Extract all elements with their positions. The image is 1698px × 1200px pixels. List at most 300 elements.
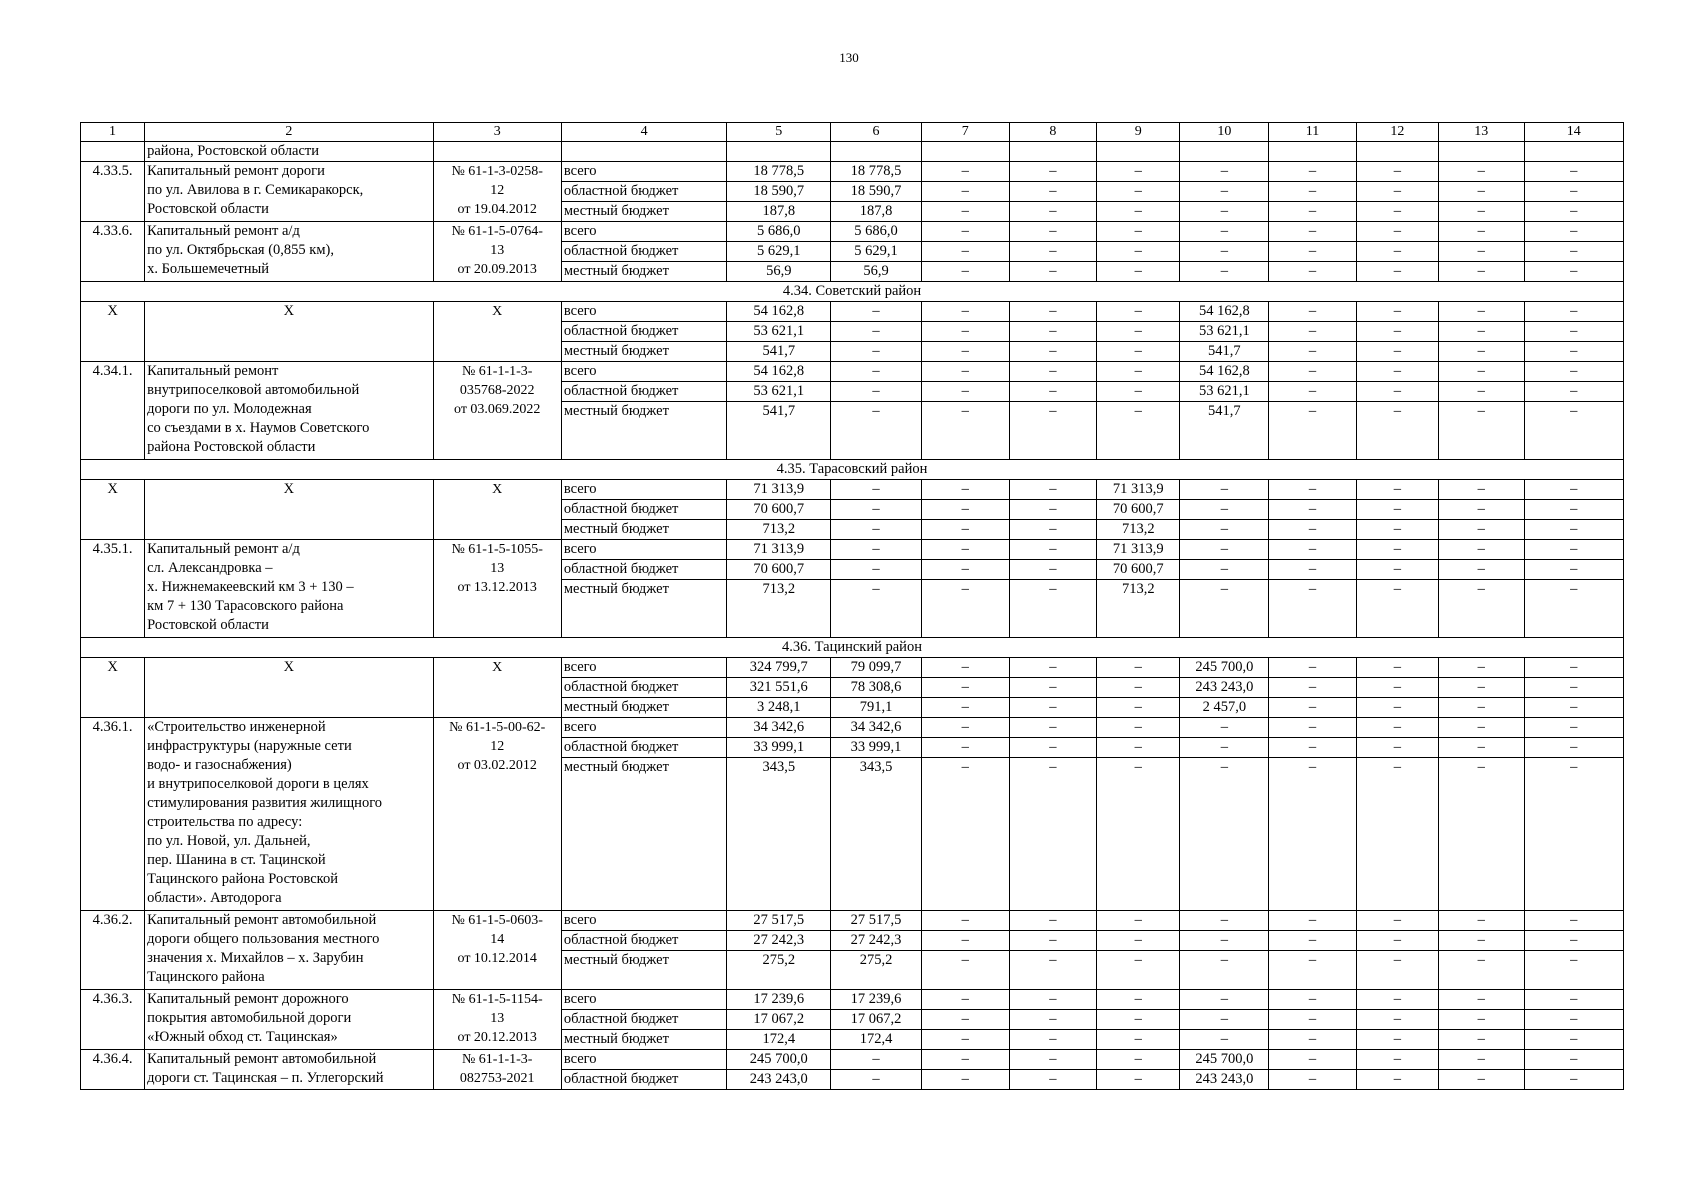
funding-source: местный бюджет xyxy=(561,951,727,990)
amount-cell: – xyxy=(921,678,1009,698)
item-name-line: инфраструктуры (наружные сети xyxy=(147,738,352,754)
item-name-line: стимулирования развития жилищного xyxy=(147,795,383,811)
amount-cell: – xyxy=(1356,242,1438,262)
amount-cell: 27 242,3 xyxy=(831,931,922,951)
item-name-line: строительства по адресу: xyxy=(147,814,303,830)
amount-cell: – xyxy=(1097,758,1180,911)
amount-cell: – xyxy=(1269,678,1357,698)
amount-cell: – xyxy=(1009,262,1097,282)
amount-cell: – xyxy=(1524,242,1623,262)
amount-cell: – xyxy=(1097,698,1180,718)
amount-cell: 5 629,1 xyxy=(831,242,922,262)
funding-source: всего xyxy=(561,540,727,560)
amount-cell: 33 999,1 xyxy=(727,738,831,758)
item-row xyxy=(81,1050,1624,1070)
amount-cell: 541,7 xyxy=(1180,402,1269,460)
amount-cell: – xyxy=(1180,738,1269,758)
item-name-line: Капитальный ремонт дорожного xyxy=(147,991,349,1007)
document-number-line: № 61-1-5-0603- xyxy=(451,913,543,928)
amount-cell: – xyxy=(1269,382,1357,402)
amount-cell: 245 700,0 xyxy=(1180,658,1269,678)
amount-cell: – xyxy=(1180,718,1269,738)
amount-cell: 54 162,8 xyxy=(727,302,831,322)
amount-cell: 343,5 xyxy=(727,758,831,911)
amount-cell: – xyxy=(921,911,1009,931)
item-row xyxy=(81,718,1624,738)
amount-cell: – xyxy=(1269,222,1357,242)
item-number-cell xyxy=(81,142,145,162)
document-number xyxy=(433,222,561,282)
amount-cell: – xyxy=(921,951,1009,990)
document-number-line: 14 xyxy=(490,932,505,947)
amount-cell: – xyxy=(1524,162,1623,182)
funding-source: всего xyxy=(561,658,727,678)
amount-cell: 79 099,7 xyxy=(831,658,922,678)
amount-cell: – xyxy=(921,342,1009,362)
amount-cell: 243 243,0 xyxy=(727,1070,831,1090)
amount-cell: 54 162,8 xyxy=(1180,362,1269,382)
amount-cell: – xyxy=(1269,1010,1357,1030)
document-number-line: 13 xyxy=(490,561,505,576)
item-name xyxy=(145,162,434,222)
item-row xyxy=(81,990,1624,1010)
funding-source: областной бюджет xyxy=(561,678,727,698)
empty-cell xyxy=(1097,142,1180,162)
item-name-line: района Ростовской области xyxy=(147,439,316,455)
amount-cell: 5 629,1 xyxy=(727,242,831,262)
amount-cell: 541,7 xyxy=(727,342,831,362)
amount-cell: – xyxy=(921,222,1009,242)
section-row xyxy=(81,282,1624,302)
document-number-line: 12 xyxy=(490,183,505,198)
amount-cell: – xyxy=(1356,738,1438,758)
item-name xyxy=(145,990,434,1050)
amount-cell: 27 517,5 xyxy=(831,911,922,931)
column-number: 10 xyxy=(1180,123,1269,142)
amount-cell: 5 686,0 xyxy=(831,222,922,242)
amount-cell: – xyxy=(831,540,922,560)
item-name-line: Тацинского района xyxy=(147,969,265,985)
amount-cell: – xyxy=(1524,382,1623,402)
amount-cell: – xyxy=(1524,718,1623,738)
amount-cell: – xyxy=(921,362,1009,382)
amount-cell: – xyxy=(1439,342,1524,362)
amount-cell: – xyxy=(1180,1030,1269,1050)
amount-cell: – xyxy=(1097,302,1180,322)
amount-cell: – xyxy=(1097,718,1180,738)
item-name-line: «Южный обход ст. Тацинская» xyxy=(147,1029,338,1045)
amount-cell: 243 243,0 xyxy=(1180,678,1269,698)
amount-cell: 27 517,5 xyxy=(727,911,831,931)
amount-cell: – xyxy=(1097,242,1180,262)
funding-source: областной бюджет xyxy=(561,738,727,758)
item-name xyxy=(145,718,434,911)
amount-cell: – xyxy=(1097,738,1180,758)
amount-cell: – xyxy=(831,500,922,520)
amount-cell: – xyxy=(1009,1050,1097,1070)
amount-cell: 343,5 xyxy=(831,758,922,911)
empty-cell xyxy=(921,142,1009,162)
amount-cell: – xyxy=(1356,560,1438,580)
amount-cell: – xyxy=(1097,382,1180,402)
item-name-line: по ул. Авилова в г. Семикаракорск, xyxy=(147,182,364,198)
amount-cell: – xyxy=(1524,182,1623,202)
amount-cell: 17 067,2 xyxy=(831,1010,922,1030)
amount-cell: 34 342,6 xyxy=(831,718,922,738)
funding-source: всего xyxy=(561,990,727,1010)
amount-cell: 54 162,8 xyxy=(727,362,831,382)
amount-cell: – xyxy=(1524,678,1623,698)
amount-cell: 187,8 xyxy=(727,202,831,222)
amount-cell: – xyxy=(1097,322,1180,342)
item-name-line: Капитальный ремонт автомобильной xyxy=(147,912,377,928)
document-number-line: 12 xyxy=(490,739,505,754)
amount-cell: – xyxy=(1439,1070,1524,1090)
document-number xyxy=(433,1050,561,1090)
column-number: 7 xyxy=(921,123,1009,142)
amount-cell: – xyxy=(1097,262,1180,282)
empty-cell xyxy=(831,142,922,162)
item-name-line: пер. Шанина в ст. Тацинской xyxy=(147,852,326,868)
item-name-line: дороги по ул. Молодежная xyxy=(147,401,312,417)
amount-cell: 713,2 xyxy=(1097,580,1180,638)
amount-cell: – xyxy=(1356,718,1438,738)
amount-cell: – xyxy=(1269,500,1357,520)
amount-cell: 56,9 xyxy=(831,262,922,282)
amount-cell: – xyxy=(1009,580,1097,638)
amount-cell: – xyxy=(1009,182,1097,202)
amount-cell: 18 778,5 xyxy=(727,162,831,182)
amount-cell: – xyxy=(1269,202,1357,222)
funding-source: областной бюджет xyxy=(561,560,727,580)
amount-cell: – xyxy=(1524,262,1623,282)
item-name-line: Капитальный ремонт а/д xyxy=(147,223,300,239)
budget-table-body xyxy=(81,123,1624,1090)
amount-cell: 27 242,3 xyxy=(727,931,831,951)
amount-cell: – xyxy=(1439,540,1524,560)
amount-cell: 275,2 xyxy=(727,951,831,990)
amount-cell: – xyxy=(1269,1050,1357,1070)
funding-source: всего xyxy=(561,911,727,931)
amount-cell: – xyxy=(831,382,922,402)
document-number-line: № 61-1-3-0258- xyxy=(451,164,543,179)
section-title: 4.34. Советский район xyxy=(81,282,1624,302)
item-number: 4.34.1. xyxy=(81,362,145,460)
amount-cell: – xyxy=(1524,1050,1623,1070)
amount-cell: – xyxy=(1524,362,1623,382)
amount-cell: – xyxy=(921,262,1009,282)
amount-cell: – xyxy=(921,382,1009,402)
item-name-line: Капитальный ремонт xyxy=(147,363,279,379)
item-name xyxy=(145,911,434,990)
amount-cell: – xyxy=(1180,580,1269,638)
amount-cell: – xyxy=(1009,658,1097,678)
item-number: 4.33.5. xyxy=(81,162,145,222)
column-number: 13 xyxy=(1439,123,1524,142)
amount-cell: – xyxy=(1439,911,1524,931)
amount-cell: – xyxy=(1439,402,1524,460)
amount-cell: – xyxy=(1097,1050,1180,1070)
amount-cell: 18 590,7 xyxy=(727,182,831,202)
amount-cell: – xyxy=(1439,382,1524,402)
amount-cell: – xyxy=(831,342,922,362)
amount-cell: – xyxy=(921,758,1009,911)
amount-cell: – xyxy=(1269,560,1357,580)
amount-cell: – xyxy=(1439,182,1524,202)
amount-cell: – xyxy=(1524,540,1623,560)
amount-cell: – xyxy=(1356,698,1438,718)
document-number xyxy=(433,162,561,222)
amount-cell: – xyxy=(1097,162,1180,182)
funding-source: областной бюджет xyxy=(561,242,727,262)
amount-cell: – xyxy=(1356,658,1438,678)
amount-cell: 53 621,1 xyxy=(1180,322,1269,342)
amount-cell: – xyxy=(1180,500,1269,520)
section-title: 4.35. Тарасовский район xyxy=(81,460,1624,480)
district-total-row xyxy=(81,302,1624,322)
item-row xyxy=(81,911,1624,931)
funding-source: местный бюджет xyxy=(561,262,727,282)
funding-source: местный бюджет xyxy=(561,698,727,718)
amount-cell: – xyxy=(1356,382,1438,402)
amount-cell: – xyxy=(1269,951,1357,990)
item-name: Х xyxy=(145,480,434,540)
amount-cell: – xyxy=(1524,560,1623,580)
item-name-line: по ул. Октябрьская (0,855 км), xyxy=(147,242,334,258)
amount-cell: – xyxy=(1269,480,1357,500)
column-number: 11 xyxy=(1269,123,1357,142)
amount-cell: – xyxy=(1180,931,1269,951)
amount-cell: – xyxy=(1180,520,1269,540)
amount-cell: – xyxy=(831,580,922,638)
column-number: 8 xyxy=(1009,123,1097,142)
document-number xyxy=(433,362,561,460)
amount-cell: 71 313,9 xyxy=(727,540,831,560)
amount-cell: – xyxy=(1524,1010,1623,1030)
amount-cell: – xyxy=(921,1010,1009,1030)
funding-source: всего xyxy=(561,1050,727,1070)
document-number-line: от 20.09.2013 xyxy=(457,262,537,277)
amount-cell: – xyxy=(1097,658,1180,678)
amount-cell: – xyxy=(1524,738,1623,758)
amount-cell: – xyxy=(1009,540,1097,560)
funding-source: всего xyxy=(561,222,727,242)
amount-cell: 54 162,8 xyxy=(1180,302,1269,322)
document-number-line: от 10.12.2014 xyxy=(457,951,537,966)
item-number: 4.36.4. xyxy=(81,1050,145,1090)
amount-cell: 245 700,0 xyxy=(1180,1050,1269,1070)
item-row xyxy=(81,362,1624,382)
document-number-line: 13 xyxy=(490,1011,505,1026)
amount-cell: – xyxy=(1269,162,1357,182)
funding-source: областной бюджет xyxy=(561,1010,727,1030)
item-number: 4.36.1. xyxy=(81,718,145,911)
amount-cell: – xyxy=(1269,342,1357,362)
amount-cell: 71 313,9 xyxy=(1097,540,1180,560)
item-number: 4.35.1. xyxy=(81,540,145,638)
amount-cell: – xyxy=(1269,698,1357,718)
amount-cell: – xyxy=(1009,698,1097,718)
amount-cell: – xyxy=(1524,931,1623,951)
amount-cell: – xyxy=(831,302,922,322)
amount-cell: – xyxy=(1356,1030,1438,1050)
column-number: 12 xyxy=(1356,123,1438,142)
amount-cell: 33 999,1 xyxy=(831,738,922,758)
column-number: 2 xyxy=(145,123,434,142)
amount-cell: – xyxy=(1524,758,1623,911)
item-name-line: х. Нижнемакеевский км 3 + 130 – xyxy=(147,579,354,595)
amount-cell: – xyxy=(921,560,1009,580)
amount-cell: – xyxy=(1097,222,1180,242)
amount-cell: – xyxy=(1439,362,1524,382)
funding-source: местный бюджет xyxy=(561,402,727,460)
amount-cell: – xyxy=(1439,480,1524,500)
amount-cell: – xyxy=(1356,480,1438,500)
amount-cell: – xyxy=(1524,302,1623,322)
amount-cell: – xyxy=(1269,931,1357,951)
item-name xyxy=(145,142,434,162)
amount-cell: 17 239,6 xyxy=(727,990,831,1010)
amount-cell: – xyxy=(1009,1070,1097,1090)
amount-cell: – xyxy=(1269,658,1357,678)
amount-cell: – xyxy=(1356,500,1438,520)
amount-cell: – xyxy=(1009,382,1097,402)
amount-cell: – xyxy=(1356,990,1438,1010)
amount-cell: – xyxy=(831,520,922,540)
amount-cell: – xyxy=(1269,302,1357,322)
amount-cell: – xyxy=(1269,540,1357,560)
amount-cell: – xyxy=(1269,182,1357,202)
amount-cell: – xyxy=(921,540,1009,560)
funding-source: областной бюджет xyxy=(561,182,727,202)
amount-cell: – xyxy=(1269,242,1357,262)
amount-cell: 70 600,7 xyxy=(727,500,831,520)
amount-cell: – xyxy=(921,580,1009,638)
amount-cell: – xyxy=(1180,162,1269,182)
amount-cell: 713,2 xyxy=(727,580,831,638)
item-name-line: и внутрипоселковой дороги в целях xyxy=(147,776,369,792)
amount-cell: – xyxy=(1269,911,1357,931)
item-number: Х xyxy=(81,302,145,362)
section-row xyxy=(81,460,1624,480)
amount-cell: – xyxy=(1097,1010,1180,1030)
amount-cell: 791,1 xyxy=(831,698,922,718)
amount-cell: – xyxy=(1009,342,1097,362)
amount-cell: 275,2 xyxy=(831,951,922,990)
item-name: Х xyxy=(145,658,434,718)
document-number-line: № 61-1-5-0764- xyxy=(451,224,543,239)
document-number-line: № 61-1-5-1055- xyxy=(451,542,543,557)
amount-cell: – xyxy=(1097,342,1180,362)
amount-cell: – xyxy=(1269,262,1357,282)
amount-cell: 321 551,6 xyxy=(727,678,831,698)
item-name-line: км 7 + 130 Тарасовского района xyxy=(147,598,344,614)
amount-cell: – xyxy=(1439,738,1524,758)
item-name xyxy=(145,540,434,638)
page-number: 130 xyxy=(839,50,859,65)
document-number: Х xyxy=(433,480,561,540)
amount-cell: – xyxy=(1009,990,1097,1010)
amount-cell: – xyxy=(1524,202,1623,222)
document-number-line: от 20.12.2013 xyxy=(457,1030,537,1045)
amount-cell: 17 239,6 xyxy=(831,990,922,1010)
item-number: 4.36.3. xyxy=(81,990,145,1050)
amount-cell: – xyxy=(1009,718,1097,738)
amount-cell: – xyxy=(1524,698,1623,718)
document-number-line: 082753-2021 xyxy=(459,1071,535,1086)
amount-cell: – xyxy=(921,500,1009,520)
amount-cell: – xyxy=(1180,480,1269,500)
funding-source: всего xyxy=(561,362,727,382)
amount-cell: – xyxy=(921,402,1009,460)
amount-cell: – xyxy=(921,1050,1009,1070)
amount-cell: – xyxy=(1009,202,1097,222)
amount-cell: – xyxy=(921,718,1009,738)
amount-cell: – xyxy=(1269,990,1357,1010)
amount-cell: – xyxy=(1180,202,1269,222)
amount-cell: – xyxy=(1439,990,1524,1010)
amount-cell: – xyxy=(1439,580,1524,638)
amount-cell: 70 600,7 xyxy=(1097,500,1180,520)
amount-cell: – xyxy=(1356,262,1438,282)
column-number: 1 xyxy=(81,123,145,142)
amount-cell: – xyxy=(1097,202,1180,222)
section-row xyxy=(81,638,1624,658)
amount-cell: – xyxy=(921,242,1009,262)
funding-source: местный бюджет xyxy=(561,342,727,362)
amount-cell: – xyxy=(1097,362,1180,382)
empty-cell xyxy=(1524,142,1623,162)
column-number: 3 xyxy=(433,123,561,142)
amount-cell: – xyxy=(1269,580,1357,638)
document-number xyxy=(433,718,561,911)
document-number-line: № 61-1-1-3- xyxy=(461,1052,533,1067)
empty-cell xyxy=(1269,142,1357,162)
item-name xyxy=(145,1050,434,1090)
amount-cell: – xyxy=(1269,322,1357,342)
amount-cell: – xyxy=(1180,1010,1269,1030)
amount-cell: – xyxy=(1356,222,1438,242)
amount-cell: – xyxy=(1439,500,1524,520)
item-name xyxy=(145,222,434,282)
amount-cell: 53 621,1 xyxy=(727,322,831,342)
item-name-line: района, Ростовской области xyxy=(147,143,320,159)
amount-cell: – xyxy=(831,480,922,500)
amount-cell: 70 600,7 xyxy=(1097,560,1180,580)
amount-cell: – xyxy=(921,202,1009,222)
amount-cell: – xyxy=(921,738,1009,758)
amount-cell: – xyxy=(1356,520,1438,540)
column-number-row xyxy=(81,123,1624,142)
column-number: 9 xyxy=(1097,123,1180,142)
amount-cell: – xyxy=(921,698,1009,718)
amount-cell: 5 686,0 xyxy=(727,222,831,242)
amount-cell: – xyxy=(1356,322,1438,342)
amount-cell: – xyxy=(1009,242,1097,262)
amount-cell: – xyxy=(1097,911,1180,931)
amount-cell: – xyxy=(1439,242,1524,262)
amount-cell: – xyxy=(1356,931,1438,951)
amount-cell: – xyxy=(1439,951,1524,990)
amount-cell: – xyxy=(1356,162,1438,182)
amount-cell: 713,2 xyxy=(727,520,831,540)
amount-cell: 3 248,1 xyxy=(727,698,831,718)
amount-cell: – xyxy=(1524,402,1623,460)
amount-cell: – xyxy=(1439,1010,1524,1030)
amount-cell: – xyxy=(1269,362,1357,382)
amount-cell: – xyxy=(1524,520,1623,540)
item-name-line: дороги общего пользования местного xyxy=(147,931,380,947)
